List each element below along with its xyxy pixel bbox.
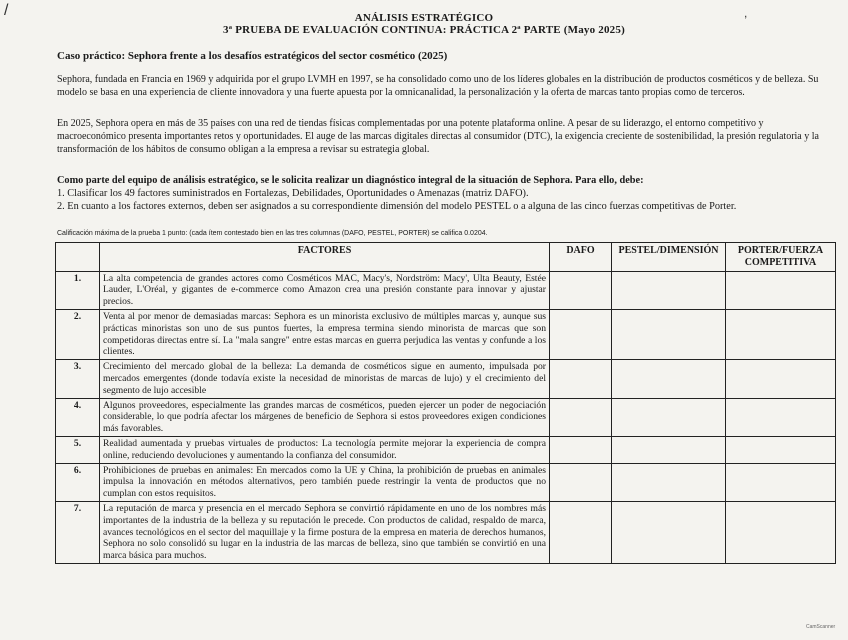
pestel-cell[interactable]: [612, 360, 726, 398]
table-row: [56, 271, 836, 309]
pestel-cell[interactable]: [612, 463, 726, 501]
table-row: [56, 436, 836, 463]
row-factor-text: Crecimiento del mercado global de la belleza: La demanda de cosméticos sigue en aumento, impulsada por mercados emergentes (donde todavía existe la necesidad de minoristas de marcas de lujo) y el crecimiento del segmento de lujo accesible: [100, 360, 550, 398]
document-subtitle: 3ª PRUEBA DE EVALUACIÓN CONTINUA: PRÁCTICA 2ª PARTE (Mayo 2025): [223, 24, 625, 36]
porter-cell[interactable]: [726, 436, 836, 463]
row-number: 7.: [56, 501, 100, 563]
pestel-cell[interactable]: [612, 309, 726, 359]
pestel-cell[interactable]: [612, 501, 726, 563]
header-factores: FACTORES: [100, 243, 550, 272]
porter-cell[interactable]: [726, 271, 836, 309]
porter-cell[interactable]: [726, 360, 836, 398]
task-item-1: 1. Clasificar los 49 factores suministrados en Fortalezas, Debilidades, Oportunidades o Amenazas (matriz DAFO).: [57, 188, 529, 199]
porter-cell[interactable]: [726, 398, 836, 436]
pestel-cell[interactable]: [612, 436, 726, 463]
case-paragraph-1: Sephora, fundada en Francia en 1969 y adquirida por el grupo LVMH en 1997, se ha consolidado como uno de los líderes globales en la distribución de productos cosméticos y de belleza. Su modelo se basa en una experiencia de cliente innovadora y una fuerte apuesta por la omnicanalidad, la personalización y la oferta de marcas tanto propias como de terceros.: [57, 74, 819, 98]
task-lead: Como parte del equipo de análisis estratégico, se le solicita realizar un diagnóstico integral de la situación de Sephora. Para ello, debe:: [57, 175, 644, 186]
table-row: [56, 398, 836, 436]
pen-mark: ,: [744, 6, 748, 20]
row-number: 5.: [56, 436, 100, 463]
case-title: Caso práctico: Sephora frente a los desafíos estratégicos del sector cosmético (2025): [57, 50, 448, 62]
dafo-cell[interactable]: [550, 398, 612, 436]
header-dafo: DAFO: [550, 243, 612, 272]
pestel-cell[interactable]: [612, 398, 726, 436]
table-row: [56, 309, 836, 359]
porter-cell[interactable]: [726, 309, 836, 359]
dafo-cell[interactable]: [550, 309, 612, 359]
table-row: [56, 360, 836, 398]
pen-mark: /: [4, 2, 9, 19]
scanner-watermark: CamScanner: [806, 624, 836, 630]
row-factor-text: La alta competencia de grandes actores como Cosméticos MAC, Macy's, Nordström: Macy', Ulta Beauty, Estée Lauder, L'Oréal, y gigantes de e-commerce como Amazon crea una presión constante para innovar y ajustar precios.: [100, 271, 550, 309]
dafo-cell[interactable]: [550, 501, 612, 563]
row-factor-text: La reputación de marca y presencia en el mercado Sephora se convirtió rápidamente en uno de los nombres más importantes de la industria de la belleza y su reputación le precede. Con productos de calidad, respaldo de marca, avances tecnológicos en el sector del maquillaje y la firme postura de la empresa en materia de derechos humanos, Sephora no solo consolidó su lugar en la industria de las marcas de belleza, sino que también se convirtió en una marca básica para muchos.: [100, 501, 550, 563]
row-factor-text: Realidad aumentada y pruebas virtuales de productos: La tecnología permite mejorar la experiencia de compra online, reduciendo devoluciones y aumentando la confianza del consumidor.: [100, 436, 550, 463]
porter-cell[interactable]: [726, 501, 836, 563]
table-row: [56, 501, 836, 563]
dafo-cell[interactable]: [550, 271, 612, 309]
dafo-cell[interactable]: [550, 463, 612, 501]
dafo-cell[interactable]: [550, 360, 612, 398]
dafo-cell[interactable]: [550, 436, 612, 463]
document-title: ANÁLISIS ESTRATÉGICO: [354, 12, 494, 24]
header-pestel: PESTEL/DIMENSIÓN: [612, 243, 726, 272]
row-factor-text: Prohibiciones de pruebas en animales: En mercados como la UE y China, la prohibición de pruebas en animales impulsa la innovación en métodos alternativos, pero también puede restringir la venta de productos que no cumplan con estos requisitos.: [100, 463, 550, 501]
table-row: [56, 463, 836, 501]
row-number: 2.: [56, 309, 100, 359]
task-item-2: 2. En cuanto a los factores externos, deben ser asignados a su correspondiente dimensión del modelo PESTEL o a alguna de las cinco fuerzas competitivas de Porter.: [57, 201, 737, 212]
row-number: 3.: [56, 360, 100, 398]
task-section: [57, 174, 829, 213]
header-number: [56, 243, 100, 272]
row-factor-text: Algunos proveedores, especialmente las grandes marcas de cosméticos, pueden ejercer un poder de negociación considerable, lo que podría afectar los márgenes de beneficio de Sephora si estos proveedores exigen condiciones más favorables.: [100, 398, 550, 436]
pestel-cell[interactable]: [612, 271, 726, 309]
row-number: 1.: [56, 271, 100, 309]
grading-note: Calificación máxima de la prueba 1 punto: (cada ítem contestado bien en las tres columnas (DAFO, PESTEL, PORTER) se califica 0.0204.: [57, 230, 488, 237]
row-number: 4.: [56, 398, 100, 436]
porter-cell[interactable]: [726, 463, 836, 501]
table-header-row: [56, 243, 836, 272]
row-number: 6.: [56, 463, 100, 501]
factors-table: [55, 242, 836, 564]
header-porter: PORTER/FUERZA COMPETITIVA: [726, 243, 836, 272]
row-factor-text: Venta al por menor de demasiadas marcas: Sephora es un minorista exclusivo de múltiples marcas y, aunque sus prácticas minoristas son uno de sus puntos fuertes, la empresa termina siendo minorista de marcas que son competidoras directas entre sí. La "mala sangre" entre estas marcas en guerra perjudica las ventas y confunde a los clientes.: [100, 309, 550, 359]
case-paragraph-2: En 2025, Sephora opera en más de 35 países con una red de tiendas físicas complementadas por una potente plataforma online. A pesar de su liderazgo, el entorno competitivo y macroeconómico presenta importantes retos y oportunidades. El auge de las marcas digitales directas al consumidor (DTC), la exigencia creciente de sostenibilidad, la presión regulatoria y la transformación de los hábitos de consumo obligan a la empresa a revisar su estrategia global.: [57, 118, 819, 155]
